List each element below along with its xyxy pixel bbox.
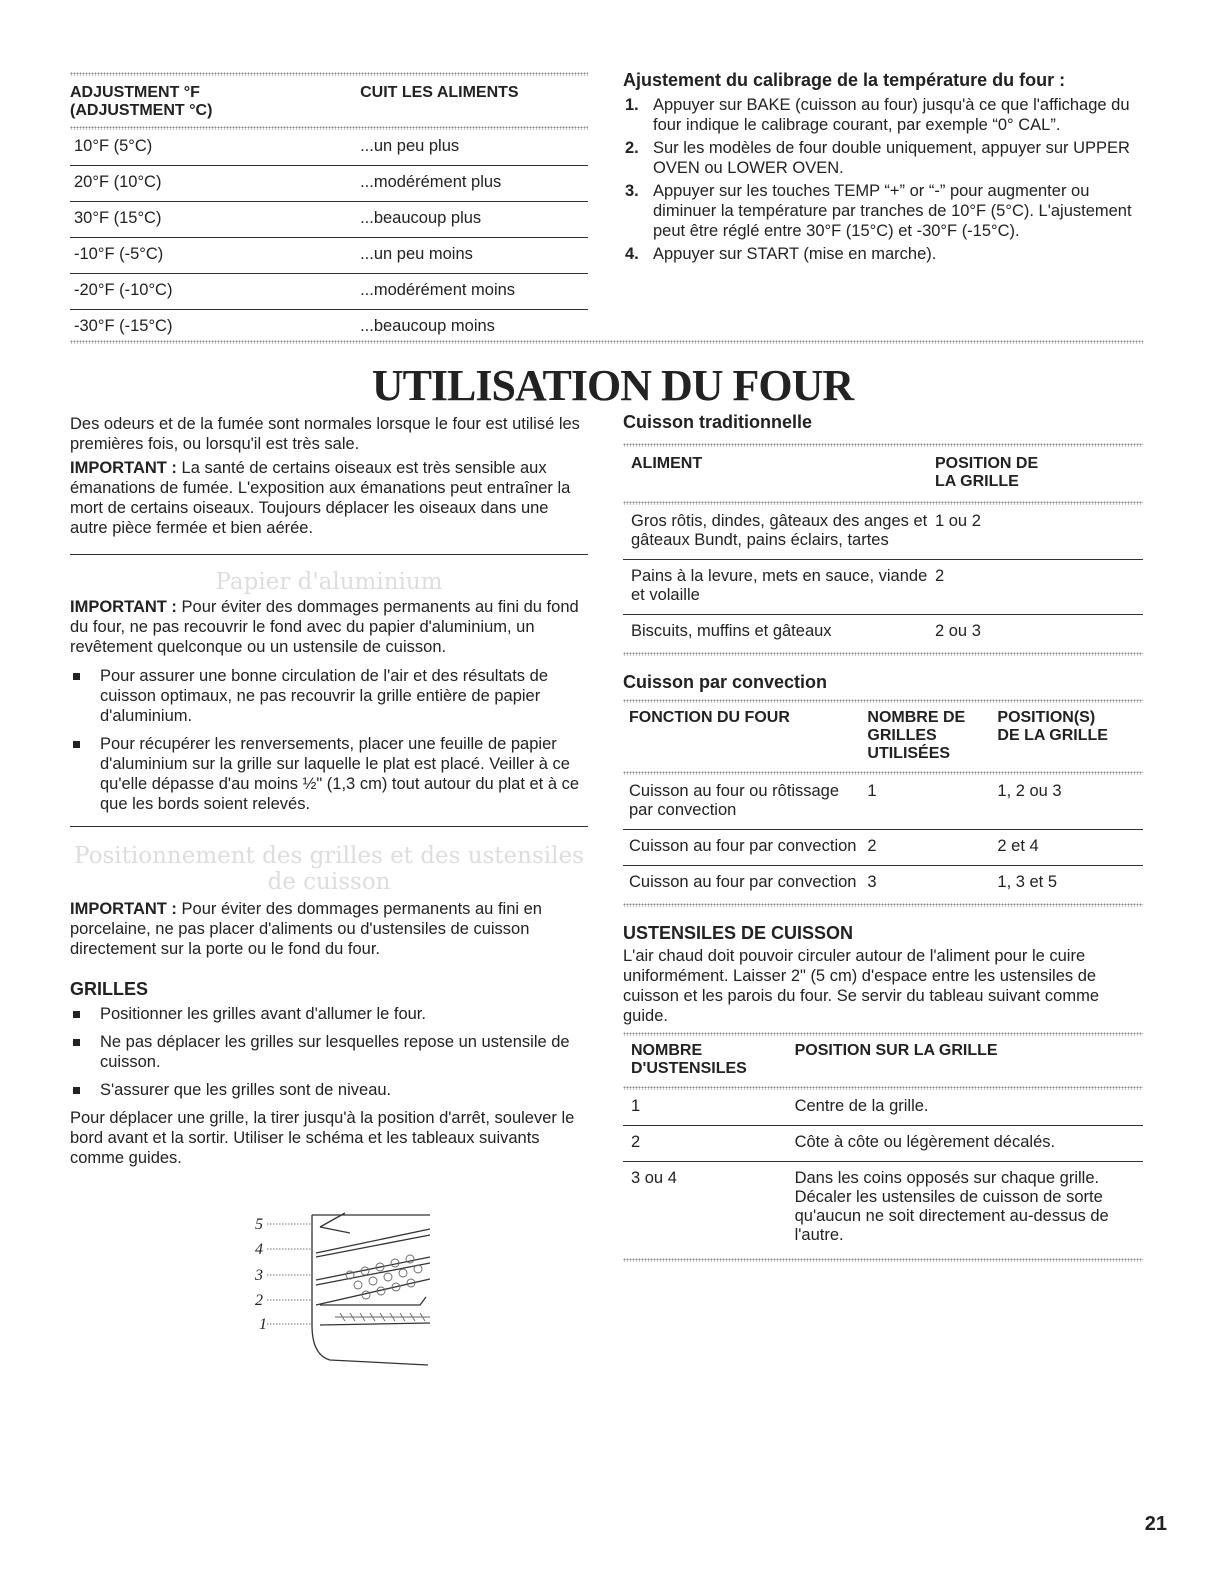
traditional-header-position (935, 455, 1143, 491)
foil-title: Papier d'aluminium (215, 569, 443, 595)
convection-table-header (623, 709, 1143, 763)
table-cell: Cuisson au four par convection (623, 830, 867, 866)
header-line: POSITION(S) (997, 709, 1096, 726)
page-title: UTILISATION DU FOUR (371, 361, 854, 410)
important-text: Pour éviter des dommages permanents au fini en porcelaine, ne pas placer d'aliments ou d'ustensiles de cuisson directement sur la porte ou le fond du four. (70, 900, 542, 958)
table-top-rule (623, 443, 1143, 447)
important-label: IMPORTANT : (70, 598, 177, 616)
step-number: 2. (625, 139, 639, 157)
grilles-bullets (70, 1004, 588, 1100)
table-cell: 20°F (10°C) (70, 166, 360, 202)
table-cell: ...modérément plus (360, 166, 588, 202)
important-text: La santé de certains oiseaux est très sensible aux émanations de fumée. L'exposition aux émanations peut entraîner la mort de certains oiseaux. Toujours déplacer les oiseaux dans une autre pièce fermée et bien aérée. (70, 459, 571, 537)
table-row (623, 830, 1143, 866)
list-item: Pour assurer une bonne circulation de l'air et des résultats de cuisson optimaux, ne pas recouvrir la grille entière de papier d'aluminium. (70, 666, 588, 726)
header-line: LA GRILLE (935, 473, 1019, 490)
traditional-table-header (623, 455, 1143, 491)
table-cell: 3 (867, 873, 877, 891)
left-column (70, 414, 588, 1168)
table-cell: 30°F (15°C) (70, 202, 360, 238)
adjustment-table-block (70, 72, 588, 345)
list-item (623, 138, 1143, 178)
header-line: DE LA GRILLE (997, 727, 1108, 744)
table-row (623, 866, 1143, 902)
table-top-rule (623, 1032, 1143, 1036)
table-row (70, 274, 588, 310)
convection-header-function: FONCTION DU FOUR (629, 709, 790, 726)
positioning-title (70, 843, 588, 895)
cookware-text: L'air chaud doit pouvoir circuler autour de l'aliment pour le cuire uniformément. Laisser 2" (5 cm) d'espace entre les ustensiles de cuisson et les parois du four. Se servir du tableau suivant comme guide. (623, 947, 1099, 1025)
table-row (623, 615, 1143, 651)
table-cell: 1 ou 2 (935, 505, 1143, 560)
traditional-title: Cuisson traditionnelle (623, 412, 813, 432)
traditional-header-food: ALIMENT (631, 455, 703, 472)
table-cell: Cuisson au four ou rôtissage par convection (623, 775, 867, 830)
cookware-header-position: POSITION SUR LA GRILLE (794, 1042, 998, 1059)
header-line: GRILLES (867, 727, 937, 744)
table-cell: Pains à la levure, mets en sauce, viande et volaille (623, 560, 935, 615)
cookware-rows (623, 1090, 1143, 1254)
table-cell: 2 ou 3 (935, 622, 981, 640)
step-text: Sur les modèles de four double uniquement, appuyer sur UPPER OVEN ou LOWER OVEN. (653, 139, 1130, 177)
step-number: 3. (625, 182, 639, 200)
table-row (623, 1090, 1143, 1126)
title-line: de cuisson (267, 869, 391, 895)
table-row (623, 560, 1143, 615)
oven-rack-illustration (250, 1205, 440, 1370)
adjustment-header-temp (70, 84, 360, 120)
table-cell: 1 (867, 775, 997, 830)
table-cell: 1, 2 ou 3 (997, 775, 1143, 830)
title-line: Positionnement des grilles et des ustensiles (74, 843, 584, 869)
important-text: Pour éviter des dommages permanents au fini du fond du four, ne pas recouvrir le fond avec du papier d'aluminium, un revêtement quelconque ou un ustensile de cuisson. (70, 598, 579, 656)
step-text: Appuyer sur BAKE (cuisson au four) jusqu'à ce que l'affichage du four indique le calibrage courant, par exemple “0° CAL”. (653, 96, 1130, 134)
intro-text: Des odeurs et de la fumée sont normales lorsque le four est utilisé les premières fois, ou lorsqu'il est très sale. (70, 415, 580, 453)
positioning-important (70, 899, 588, 959)
list-item: Positionner les grilles avant d'allumer le four. (70, 1004, 588, 1024)
table-bottom-rule (623, 652, 1143, 656)
foil-important (70, 597, 588, 657)
table-row (70, 130, 588, 166)
rack-label-4: 4 (255, 1241, 263, 1258)
adjustment-header-effect: CUIT LES ALIMENTS (360, 84, 519, 101)
adjustment-rows (70, 130, 588, 345)
table-cell: -30°F (-15°C) (74, 317, 173, 335)
list-item: Ne pas déplacer les grilles sur lesquelles repose un ustensile de cuisson. (70, 1032, 588, 1072)
list-item (623, 95, 1143, 135)
table-cell: 2 (867, 830, 997, 866)
header-line: ADJUSTMENT °F (70, 84, 200, 101)
table-cell: ...un peu moins (360, 238, 588, 274)
table-cell: Côte à côte ou légèrement décalés. (795, 1126, 1143, 1162)
convection-title: Cuisson par convection (623, 672, 828, 692)
table-row (623, 1126, 1143, 1162)
table-row (623, 775, 1143, 830)
calibration-steps (623, 95, 1143, 264)
table-row (623, 505, 1143, 560)
table-cell: ...beaucoup moins (360, 317, 495, 335)
table-cell: 10°F (5°C) (70, 130, 360, 166)
calibration-block (623, 70, 1143, 267)
rack-label-2: 2 (255, 1292, 263, 1309)
table-cell: Biscuits, muffins et gâteaux (631, 622, 832, 640)
important-label: IMPORTANT : (70, 900, 177, 918)
table-row (70, 202, 588, 238)
divider (70, 826, 588, 827)
table-cell: -20°F (-10°C) (70, 274, 360, 310)
list-item: Pour récupérer les renversements, placer une feuille de papier d'aluminium sur la grille sur laquelle le plat est placé. Veiller à ce qu'elle dépasse d'au moins ½" (1,3 cm) tout autour du plat et à ce que les bords soient relevés. (70, 734, 588, 814)
table-cell: 1 (623, 1090, 795, 1126)
foil-bullets (70, 666, 588, 814)
table-row (623, 1162, 1143, 1255)
header-line: NOMBRE (631, 1042, 703, 1059)
table-cell: Centre de la grille. (795, 1090, 1143, 1126)
divider (70, 554, 588, 555)
table-bottom-rule (623, 1258, 1143, 1262)
header-line: (ADJUSTMENT °C) (70, 102, 213, 119)
convection-header-position (997, 709, 1143, 763)
header-line: D'USTENSILES (631, 1060, 747, 1077)
right-column (623, 412, 1143, 1262)
grilles-text: Pour déplacer une grille, la tirer jusqu'à la position d'arrêt, soulever le bord avant et la sortir. Utiliser le schéma et les tableaux suivants comme guides. (70, 1109, 575, 1167)
header-line: NOMBRE DE (867, 709, 966, 726)
rack-diagram (250, 1205, 440, 1370)
step-number: 4. (625, 245, 639, 263)
rack-label-5: 5 (255, 1216, 263, 1233)
table-cell: 1, 3 et 5 (997, 873, 1058, 891)
step-text: Appuyer sur les touches TEMP “+” or “-” pour augmenter ou diminuer la température par tranches de 10°F (5°C). L'ajustement peut être réglé entre 30°F (15°C) et -30°F (-15°C). (653, 182, 1132, 240)
list-item: S'assurer que les grilles sont de niveau. (70, 1080, 588, 1100)
table-cell: ...un peu plus (360, 130, 588, 166)
rack-label-3: 3 (255, 1267, 263, 1284)
list-item (623, 244, 1143, 264)
table-cell: ...beaucoup plus (360, 202, 588, 238)
rack-label-1: 1 (259, 1316, 267, 1333)
cookware-header-count (623, 1042, 795, 1078)
table-cell: 2 (623, 1126, 795, 1162)
step-number: 1. (625, 96, 639, 114)
table-top-rule (623, 699, 1143, 703)
important-label: IMPORTANT : (70, 459, 177, 477)
important-birds (70, 458, 588, 538)
table-row (70, 166, 588, 202)
convection-rows (623, 775, 1143, 901)
convection-header-count (867, 709, 997, 763)
table-cell: Cuisson au four par convection (629, 873, 857, 891)
table-cell: 3 ou 4 (631, 1169, 677, 1187)
table-bottom-rule (623, 903, 1143, 907)
step-text: Appuyer sur START (mise en marche). (653, 245, 937, 263)
table-cell: -10°F (-5°C) (70, 238, 360, 274)
adjustment-table (70, 84, 588, 120)
table-top-rule (70, 72, 588, 76)
table-cell: Dans les coins opposés sur chaque grille. Décaler les ustensiles de cuisson de sorte qu'aucun ne soit directement au-dessus de l'autre. (794, 1169, 1109, 1244)
grilles-title: GRILLES (70, 979, 149, 999)
cookware-title: USTENSILES DE CUISSON (623, 923, 854, 943)
header-line: UTILISÉES (867, 745, 951, 762)
table-cell: 2 et 4 (997, 830, 1143, 866)
traditional-rows (623, 505, 1143, 650)
table-cell: 2 (935, 560, 1143, 615)
header-line: POSITION DE (935, 455, 1039, 472)
section-divider (70, 340, 1143, 344)
list-item (623, 181, 1143, 241)
cookware-table-header (623, 1042, 1143, 1078)
table-cell: Gros rôtis, dindes, gâteaux des anges et gâteaux Bundt, pains éclairs, tartes (623, 505, 935, 560)
table-row (70, 238, 588, 274)
calibration-title: Ajustement du calibrage de la température du four : (623, 70, 1066, 90)
page-number: 21 (1144, 1513, 1167, 1535)
table-cell: ...modérément moins (360, 274, 588, 310)
